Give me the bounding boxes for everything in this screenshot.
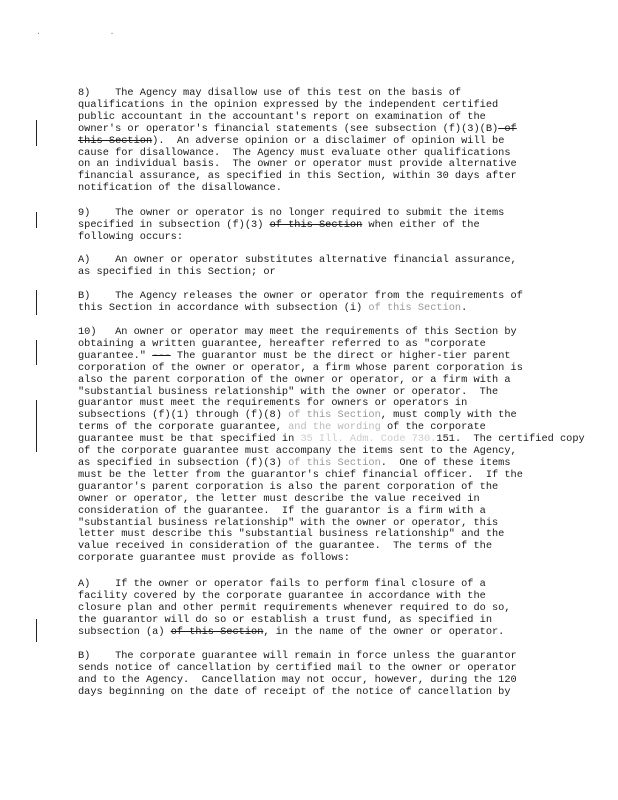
faint-text: and the wording <box>288 421 381 434</box>
text-line: B) The Agency releases the owner or operator from the requirements of <box>78 290 523 302</box>
text-line: sends notice of cancellation by certified mail to the owner or operator <box>78 661 517 674</box>
text-line: 151. The certified copy <box>436 433 585 446</box>
text-line: sent to the Agency, <box>393 445 517 458</box>
text-line: of the corporate guarantee must accompany the items <box>78 445 394 458</box>
text-line: subsections (f)(1) through (f)(8) <box>78 409 289 422</box>
text-line: closure plan and other permit requirements whenever required to do so, <box>78 601 511 614</box>
text-line: also the parent corporation of the owner or operator, or a firm with a <box>78 373 511 386</box>
text-line: value received in consideration of the guarantee. The terms of the <box>78 540 493 553</box>
text-line: corporation of the owner or operator, a firm whose parent corporation is <box>78 361 523 374</box>
text-line: terms of the corporate guarantee, <box>78 421 289 434</box>
struck-text: of this Section <box>170 625 264 638</box>
struck-text: of this Section <box>269 218 363 231</box>
faint-text: of this Section <box>288 456 381 469</box>
text-line: qualifications in the opinion expressed by the independent certified <box>78 98 499 111</box>
paragraph-8 <box>78 88 548 195</box>
text-line: 8) The Agency may disallow use of this test on the basis of <box>78 87 462 99</box>
text-line: 9) The owner or operator is no longer required to submit the items <box>78 207 505 219</box>
revision-bar <box>36 212 37 228</box>
text-line: on an individual basis. The owner or operator must provide alternative <box>78 158 517 171</box>
text-line: . <box>461 301 468 314</box>
text-line: and to the Agency. Cancellation may not occur, however, during the 120 <box>78 673 517 686</box>
text-line: public accountant in the accountant's report on examination of the <box>78 110 486 123</box>
revision-bar <box>36 340 37 365</box>
paragraph-9-b <box>78 291 548 315</box>
text-line: letter must describe this "substantial business relationship" and the <box>78 528 505 541</box>
text-line: facility covered by the corporate guarantee in accordance with the <box>78 589 486 602</box>
text-line: . One of these items <box>380 456 511 469</box>
text-line: A) An owner or operator substitutes alternative financial assurance, <box>78 254 517 266</box>
text-line: "substantial business relationship" with the owner or operator. The <box>78 385 499 398</box>
paragraph-9-a <box>78 255 548 279</box>
text-line: this Section in accordance with subsection (i) <box>78 301 369 314</box>
revision-bar <box>36 120 37 146</box>
text-line: subsection (a) <box>78 625 171 638</box>
struck-dash: --- <box>152 349 171 362</box>
text-line: guarantee." <box>78 349 153 362</box>
text-line: obtaining a written guarantee, hereafter referred to as "corporate <box>78 337 486 350</box>
revision-bar <box>36 400 37 452</box>
text-line: owner's or operator's financial statements (see subsection (f)(3)(B) <box>78 122 499 135</box>
paragraph-10 <box>78 326 585 565</box>
text-line: owner or operator, the letter must describe the value received in <box>78 492 480 505</box>
text-line: financial assurance, as specified in this Section, within 30 days after <box>78 170 517 183</box>
text-line: as specified in this Section; or <box>78 265 276 278</box>
revision-bar <box>36 619 37 642</box>
text-line: consideration of the guarantee. If the guarantor is a firm with a <box>78 504 486 517</box>
text-line: , in the name of the owner or operator. <box>263 625 505 638</box>
text-line: A) If the owner or operator fails to perform final closure of a <box>78 578 486 590</box>
text-line: when either of the <box>362 218 480 231</box>
text-line: 10) An owner or operator may meet the requirements of this Section by <box>78 326 517 338</box>
scan-specks: . . <box>36 28 147 37</box>
text-line: The guarantor must be the direct or higher-tier parent <box>176 349 511 362</box>
text-line: of the corporate <box>380 421 486 434</box>
text-line: ). An adverse opinion or a disclaimer of opinion will be <box>152 134 505 147</box>
paragraph-10-a <box>78 579 548 639</box>
faint-text: of this Section <box>288 409 381 422</box>
text-line: cause for disallowance. The Agency must evaluate other qualifications <box>78 146 511 159</box>
text-line: must be the letter from the guarantor's chief financial officer. If the <box>78 468 523 481</box>
faint-text: of this Section <box>368 301 462 314</box>
text-line: "substantial business relationship" with the owner or operator, this <box>78 516 499 529</box>
text-line: the guarantor will do so or establish a trust fund, as specified in <box>78 613 493 626</box>
text-line: B) The corporate guarantee will remain in force unless the guarantor <box>78 650 517 662</box>
text-line: , must comply with the <box>380 409 517 422</box>
text-line: corporate guarantee must provide as follows: <box>78 552 350 565</box>
paragraph-10-b <box>78 651 548 699</box>
text-line: guarantor's parent corporation is also the parent corporation of the <box>78 480 499 493</box>
text-line: as specified in subsection (f)(3) <box>78 456 289 469</box>
text-line: guarantor must meet the requirements for owners or operators in <box>78 397 468 410</box>
struck-text: this Section <box>78 134 153 147</box>
text-line: guarantee must be that specified in <box>78 433 301 446</box>
text-line: following occurs: <box>78 230 184 243</box>
struck-text: of <box>498 122 517 135</box>
text-line: specified in subsection (f)(3) <box>78 218 270 231</box>
text-line: notification of the disallowance. <box>78 182 282 195</box>
revision-bar <box>36 290 37 315</box>
faint-text: 35 Ill. Adm. Code 730. <box>300 433 437 446</box>
text-line: days beginning on the date of receipt of the notice of cancellation by <box>78 685 511 698</box>
paragraph-9 <box>78 208 548 244</box>
